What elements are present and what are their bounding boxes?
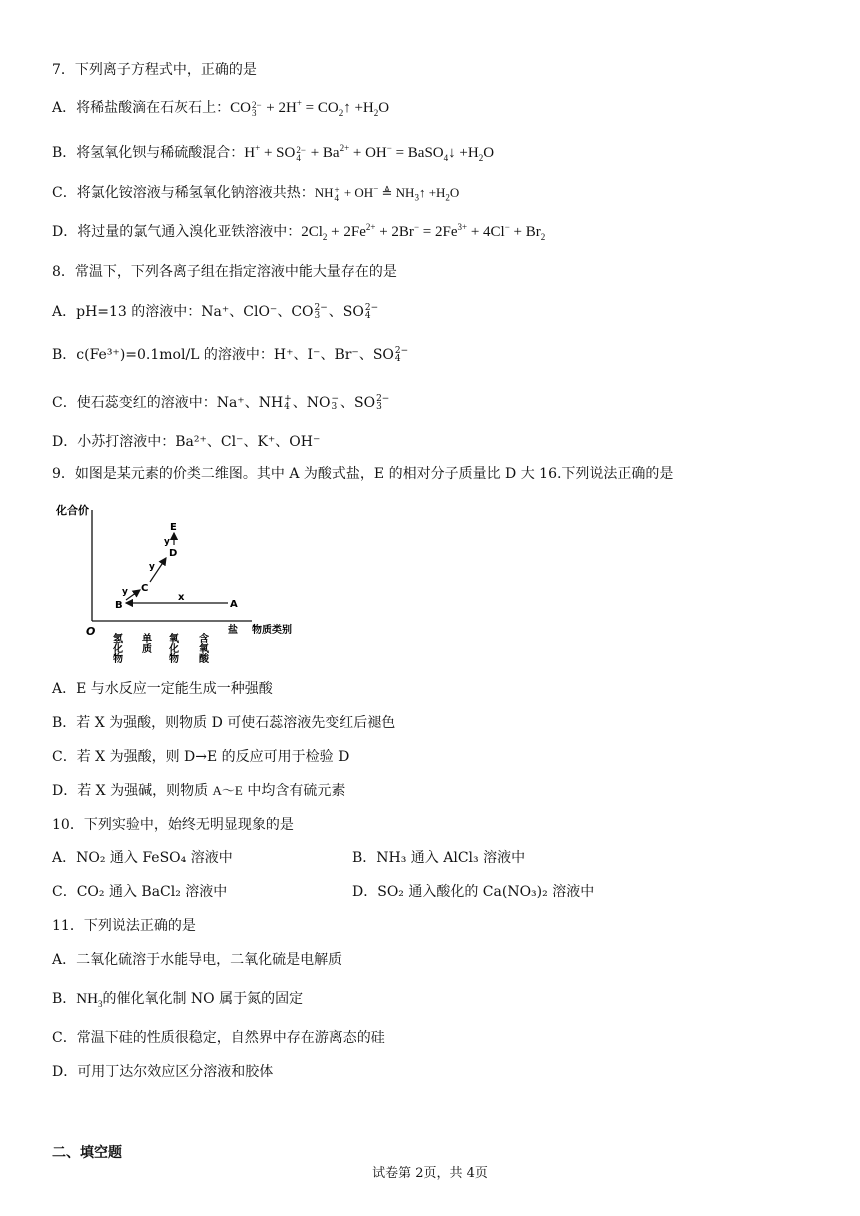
q9-option-a: A．E 与水反应一定能生成一种强酸 (52, 681, 273, 697)
q8-option-b: B．c(Fe³⁺)=0.1mol/L 的溶液中：H⁺、I⁻、Br⁻、SO 2− 4 (52, 346, 409, 364)
q10-option-b: B．NH₃ 通入 AlCl₃ 溶液中 (352, 850, 526, 866)
arrow-b-to-c (126, 590, 140, 600)
q8-option-a: A．pH=13 的溶液中：Na⁺、ClO⁻、CO 2− 3 、SO 2− 4 (52, 303, 379, 321)
category-salt: 盐 (228, 625, 238, 636)
q9-option-c: C．若 X 为强酸，则 D→E 的反应可用于检验 D (52, 749, 350, 765)
q9-stem: 9．如图是某元素的价类二维图。其中 A 为酸式盐，E 的相对分子质量比 D 大 16.下列说法正确的是 (52, 466, 674, 482)
origin-label: O (86, 625, 96, 638)
q8-option-d: D．小苏打溶液中：Ba²⁺、Cl⁻、K⁺、OH⁻ (52, 434, 321, 450)
point-d: D (169, 548, 178, 559)
page-footer: 试卷第 2页，共 4页 (372, 1166, 488, 1181)
category-oxide: 氧化物 (166, 633, 178, 663)
y-axis-label: 化合价 (56, 504, 89, 517)
category-element: 单质 (139, 633, 151, 653)
q11-stem: 11．下列说法正确的是 (52, 918, 196, 934)
q8-stem: 8．常温下，下列各离子组在指定溶液中能大量存在的是 (52, 264, 397, 280)
q11-option-b: B．$NH_3$的催化氧化制 NO 属于氮的固定 (52, 991, 304, 1009)
q7-option-d: D．将过量的氯气通入溴化亚铁溶液中：$2Cl_2 + 2Fe^{2+} + 2Br^- = 2Fe^{3+} + 4Cl^- + Br_2$ (52, 222, 546, 242)
q7-b-equation: H+ + SO 2− 4 + $Ba^{2+} + OH^-$ = BaSO$_4$↓ $+H_2O$ (244, 143, 495, 163)
q7-d-equation: $2Cl_2 + 2Fe^{2+} + 2Br^- = 2Fe^{3+} + 4Cl^- + Br_2$ (301, 222, 546, 242)
q7-c-equation: NH + 4 + OH− ≜ $NH_3↑ +H_2O$ (314, 183, 460, 204)
category-hydride: 氢化物 (110, 633, 122, 663)
q7-stem: 7．下列离子方程式中，正确的是 (52, 62, 257, 78)
q11-option-a: A．二氧化硫溶于水能导电，二氧化硫是电解质 (52, 952, 343, 968)
q8-option-c: C．使石蕊变红的溶液中：Na⁺、NH + 4 、NO − 3 、SO 2− 3 (52, 394, 390, 412)
q9-option-d: D．若 X 为强碱，则物质 A～E 中均含有硫元素 (52, 783, 346, 799)
arrow-label-y-2: y (149, 562, 155, 572)
q10-stem: 10．下列实验中，始终无明显现象的是 (52, 817, 294, 833)
point-e: E (170, 522, 177, 533)
q11-option-d: D．可用丁达尔效应区分溶液和胶体 (52, 1064, 274, 1080)
q10-option-a: A．NO₂ 通入 FeSO₄ 溶液中 (52, 850, 233, 866)
q7-option-a: A．将稀盐酸滴在石灰石上：CO 2− 3 + $2H^+ = CO_2↑ +H_2O$ (52, 98, 390, 118)
q7-option-c: C．将氯化铵溶液与稀氢氧化钠溶液共热：NH + 4 + OH− ≜ $NH_3↑ +H_2O$ (52, 183, 460, 204)
q11-option-c: C．常温下硅的性质很稳定，自然界中存在游离态的硅 (52, 1030, 385, 1046)
category-oxyacid: 含氧酸 (196, 633, 208, 663)
q10-option-d: D．SO₂ 通入酸化的 Ca(NO₃)₂ 溶液中 (352, 884, 595, 900)
arrow-label-y-1: y (122, 587, 128, 597)
q9-option-b: B．若 X 为强酸，则物质 D 可使石蕊溶液先变红后褪色 (52, 715, 396, 731)
arrow-label-y-3: y (164, 537, 170, 547)
q7-option-b: B．将氢氧化钡与稀硫酸混合：H+ + SO 2− 4 + $Ba^{2+} + OH^-$ = BaSO$_4$↓ $+H_2O$ (52, 143, 495, 163)
point-a: A (230, 599, 238, 610)
valence-class-diagram (52, 496, 322, 666)
section-title: 二、填空题 (52, 1145, 122, 1161)
point-b: B (115, 600, 123, 611)
q7-a-equation: CO 2− 3 + $2H^+ = CO_2↑ +H_2O$ (230, 98, 390, 118)
arrow-label-x: x (178, 592, 185, 603)
x-axis-label: 物质类别 (252, 625, 292, 636)
q10-option-c: C．CO₂ 通入 BaCl₂ 溶液中 (52, 884, 228, 900)
point-c: C (141, 583, 149, 594)
